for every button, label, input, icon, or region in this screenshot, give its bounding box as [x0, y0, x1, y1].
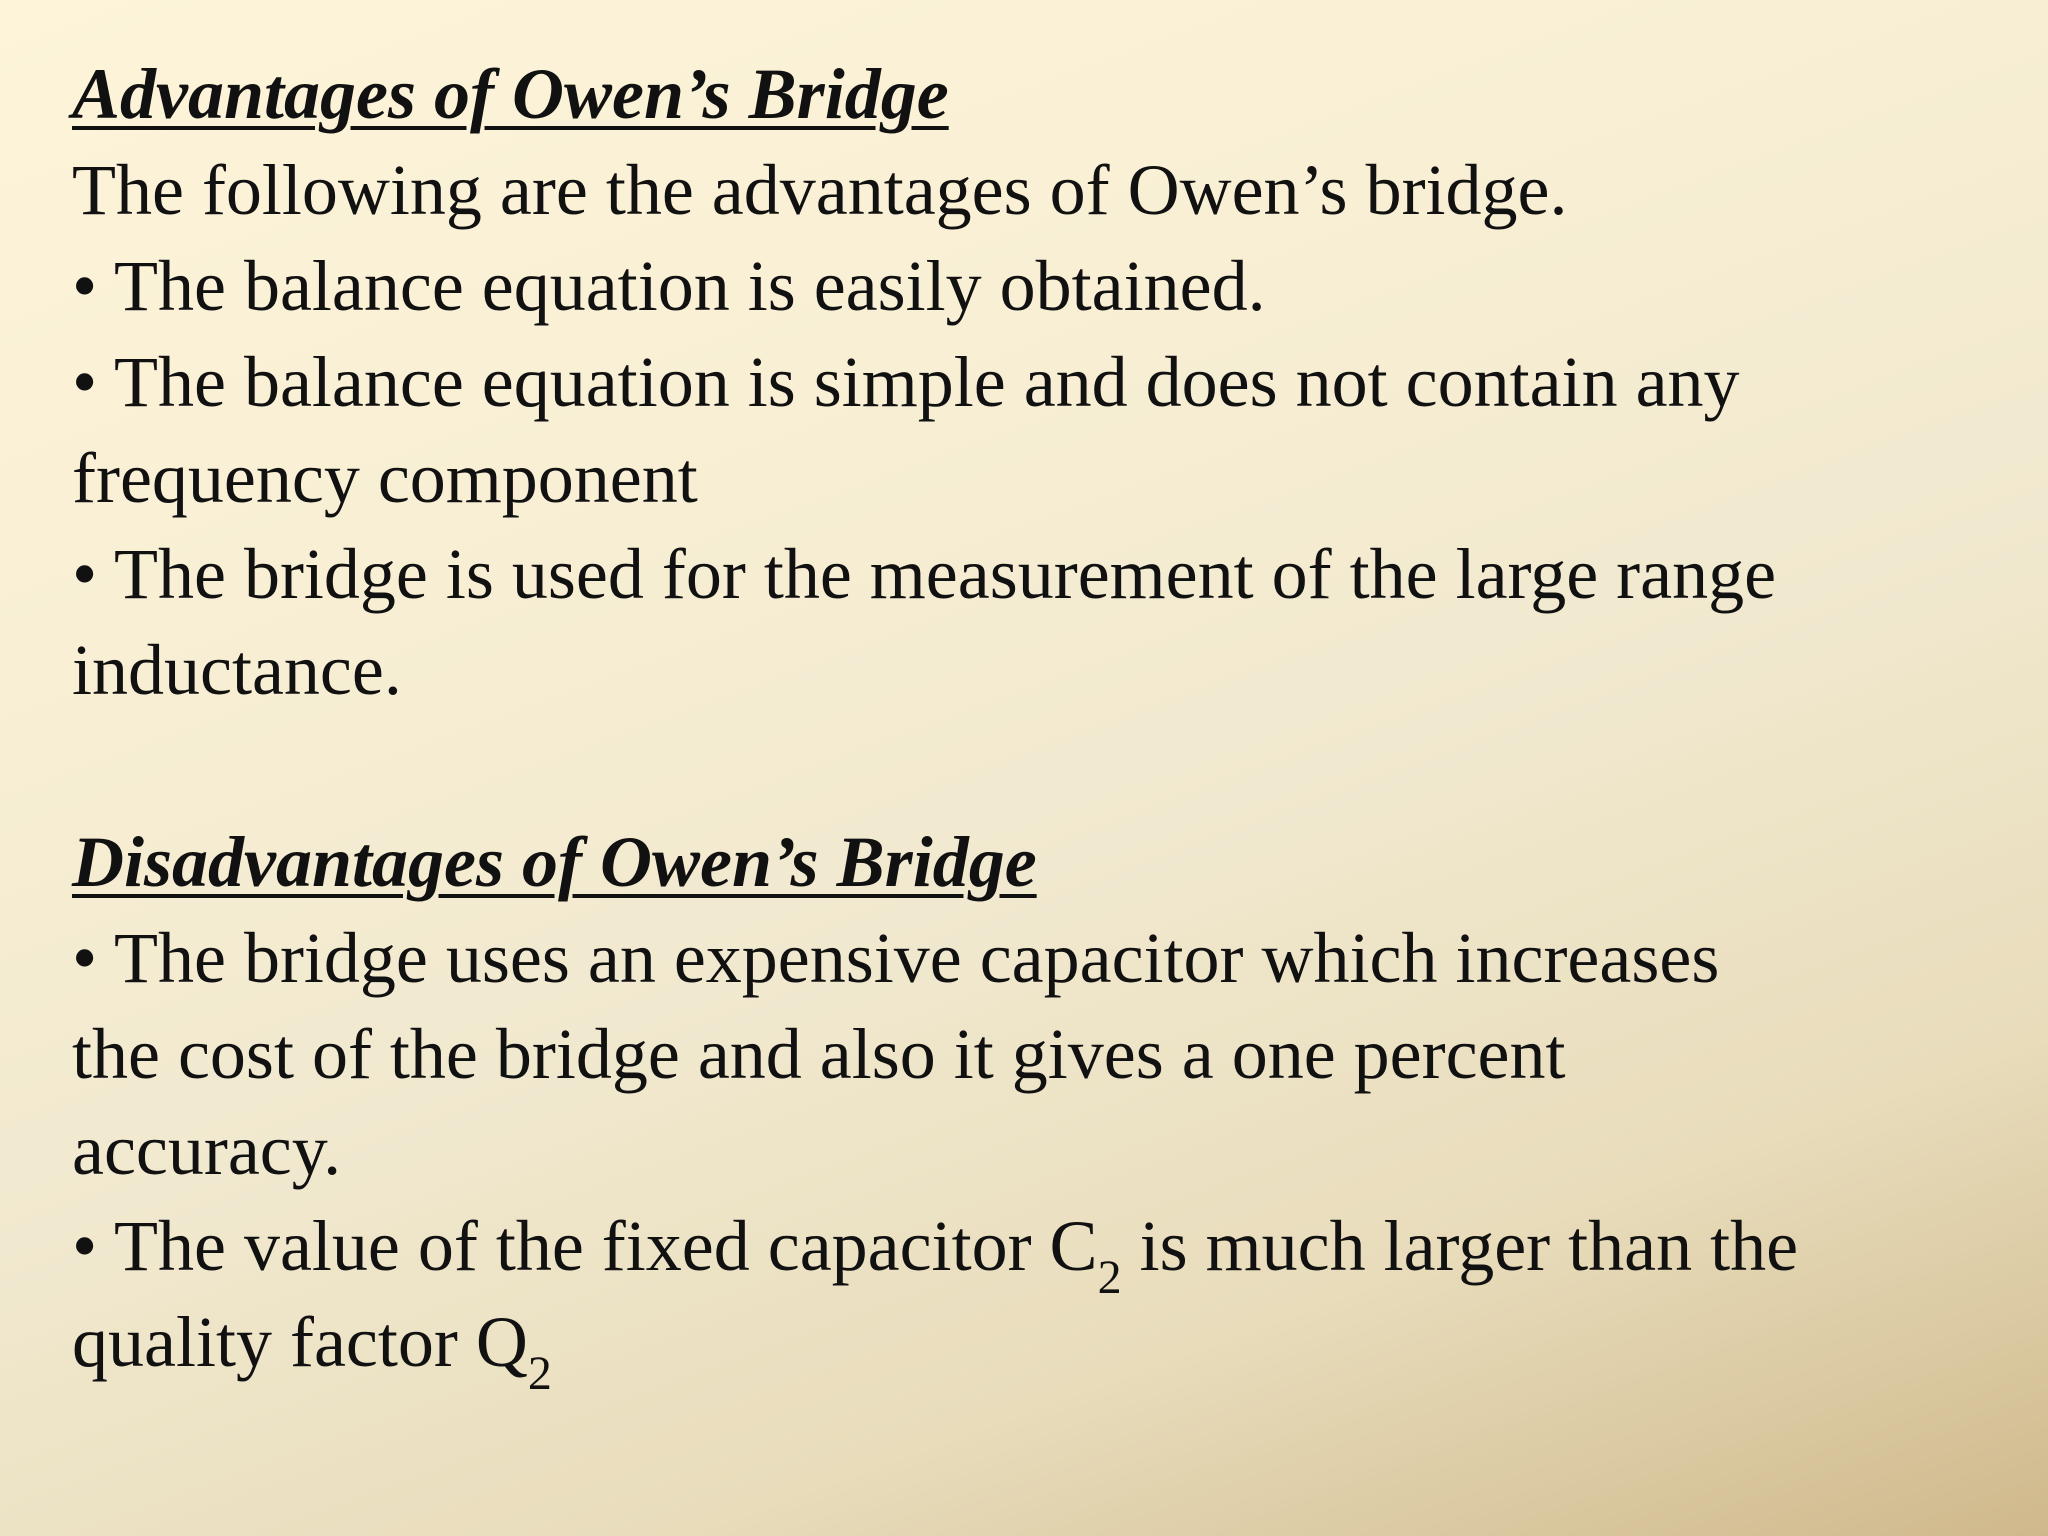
disadvantages-list — [72, 910, 2012, 1401]
advantage-item-3-line-2: inductance. — [72, 630, 402, 710]
disadvantage-item-2-text-pre: The value of the fixed capacitor C — [114, 1206, 1098, 1286]
advantages-list — [72, 238, 2012, 718]
quality-factor-subscript: 2 — [527, 1347, 552, 1401]
advantage-item-2 — [72, 334, 2012, 430]
advantages-heading: Advantages of Owen’s Bridge — [72, 54, 949, 134]
bullet-icon: • — [72, 342, 98, 422]
bullet-icon: • — [72, 918, 98, 998]
advantage-item-1 — [72, 238, 2012, 334]
slide-content — [72, 46, 2012, 1401]
disadvantage-item-1-line-2: the cost of the bridge and also it gives a one percent — [72, 1014, 1566, 1094]
disadvantage-item-2-line-2 — [72, 1294, 2012, 1401]
bullet-icon: • — [72, 534, 98, 614]
section-gap — [72, 718, 2012, 814]
advantage-item-1-line-1: The balance equation is easily obtained. — [114, 246, 1266, 326]
advantage-item-3-line-1: The bridge is used for the measurement of the large range — [114, 534, 1777, 614]
disadvantage-item-2-text-post: is much larger than the — [1121, 1206, 1799, 1286]
disadvantage-item-1 — [72, 910, 2012, 1006]
disadvantage-item-1-line-1: The bridge uses an expensive capacitor which increases — [114, 918, 1720, 998]
advantage-item-3 — [72, 526, 2012, 622]
advantages-intro: The following are the advantages of Owen’s bridge. — [72, 150, 1568, 230]
advantage-item-2-line-1: The balance equation is simple and does not contain any — [114, 342, 1740, 422]
quality-factor-text: quality factor Q — [72, 1302, 528, 1382]
advantage-item-2-line-2: frequency component — [72, 438, 698, 518]
capacitor-subscript: 2 — [1097, 1251, 1122, 1305]
disadvantage-item-2 — [72, 1198, 2012, 1305]
bullet-icon: • — [72, 246, 98, 326]
disadvantage-item-1-line-3: accuracy. — [72, 1110, 342, 1190]
disadvantages-heading: Disadvantages of Owen’s Bridge — [72, 822, 1037, 902]
bullet-icon: • — [72, 1206, 98, 1286]
